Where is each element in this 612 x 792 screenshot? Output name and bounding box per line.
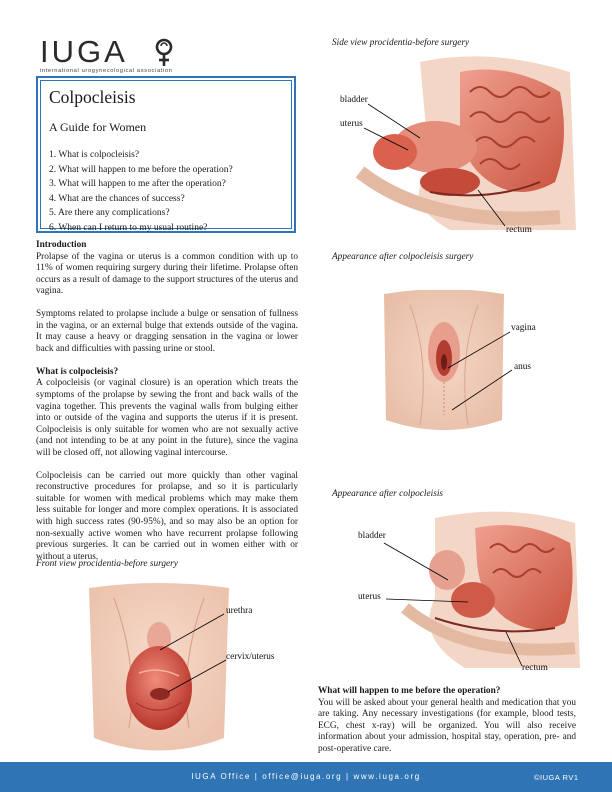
before-op-paragraph: You will be asked about your general health and medication that you are taking. Any necessary investigations (for example, blood tests, ECG, chest x-ray) will be organized. You will also receive information about your admission, hospital stay, operation, pre- and post-operative care. [318, 697, 576, 754]
footer-contact: IUGA Office | office@iuga.org | www.iuga.org [191, 772, 421, 781]
intro-paragraph-2: Symptoms related to prolapse include a bulge or sensation of fullness in the vagina, or an external bulge that extends outside of the vagina. It may cause a heavy or dragging sensation in the vagina or lower back and difficulties with passing urine or stool. [36, 309, 298, 354]
footer-bar [0, 762, 612, 792]
what-is-heading: What is colpocleisis? [36, 366, 119, 377]
side-view-caption: Side view procidentia-before surgery [332, 38, 470, 48]
page-title: Colpocleisis [49, 87, 136, 107]
label-side-rectum: rectum [506, 225, 532, 235]
label-vagina: vagina [511, 323, 536, 333]
what-is-paragraph-2: Colpocleisis can be carried out more quickly than other vaginal reconstructive procedures for prolapse, and so it is particularly suitable for women with medical problems which may make them less suitable for longer and more complex operations. It is associated with high success rates (90-95%), and so may also be an option for non-sexually active women who have recurrent prolapse following previous surgeries. It can be carried out in women either with or without a uterus. [36, 470, 298, 562]
after-side-caption: Appearance after colpocleisis [332, 489, 444, 499]
after-surgery-caption: Appearance after colpocleisis surgery [332, 252, 474, 262]
before-op-heading: What will happen to me before the operation? [318, 686, 501, 696]
toc-item[interactable]: 2. What will happen to me before the operation? [49, 164, 233, 175]
toc-item[interactable]: 3. What will happen to me after the operation? [49, 179, 226, 189]
logo-tagline: international urogynecological association [40, 68, 173, 74]
intro-heading: Introduction [36, 240, 87, 250]
footer-copyright: ©IUGA RV1 [534, 773, 579, 782]
label-urethra: urethra [226, 606, 253, 616]
front-view-caption: Front view procidentia-before surgery [36, 559, 178, 569]
label-side-uterus: uterus [340, 119, 363, 129]
label-anus: anus [514, 362, 532, 372]
label-after-rectum: rectum [522, 663, 548, 673]
toc-item[interactable]: 6. When can I return to my usual routine? [49, 222, 208, 233]
intro-paragraph-1: Prolapse of the vagina or uterus is a common condition with up to 11% of women requiring surgery during their lifetime. Prolapse often occurs as a result of damage to the support structures of the uterus and vagina. [36, 251, 298, 297]
label-after-uterus: uterus [358, 592, 381, 602]
before-operation-section [318, 686, 576, 755]
toc-item[interactable]: 4. What are the chances of success? [49, 193, 185, 204]
label-side-bladder: bladder [340, 95, 368, 105]
page-subtitle: A Guide for Women [49, 120, 147, 134]
toc-item[interactable]: 1. What is colpocleisis? [49, 150, 140, 160]
label-cervix-uterus: cervix/uterus [226, 652, 275, 662]
toc-item[interactable]: 5. Are there any complications? [49, 208, 170, 218]
label-after-bladder: bladder [358, 531, 386, 541]
what-is-paragraph-1: A colpocleisis (or vaginal closure) is an operation which treats the symptoms of the prolapse by sewing the front and back walls of the vagina together. This prevents the vaginal walls from bulging either into or outside of the vagina and supports the uterus if it is present. Colpocleisis is only suitable for women who are not sexually active (and not intending to be at any point in the future), since the vagina will be closed off, not allowing vaginal intercourse. [36, 378, 298, 458]
logo-wordmark: IUGA [40, 34, 128, 69]
